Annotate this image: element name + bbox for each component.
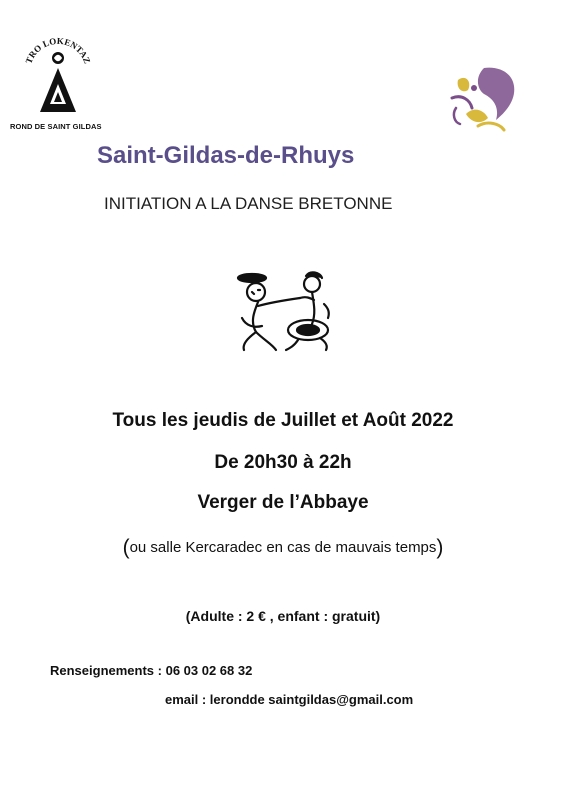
dancers-illustration-icon xyxy=(228,268,336,354)
association-logo-icon xyxy=(18,30,98,120)
schedule-time: De 20h30 à 22h xyxy=(214,452,352,473)
venue-alternative xyxy=(0,536,566,560)
schedule-days: Tous les jeudis de Juillet et Août 2022 xyxy=(112,410,454,431)
town-title: Saint-Gildas-de-Rhuys xyxy=(97,142,355,169)
logo-arc-text: TRO LOKENTAZ xyxy=(23,35,93,65)
event-subtitle: INITIATION A LA DANSE BRETONNE xyxy=(104,194,393,213)
close-paren: ) xyxy=(436,536,444,559)
club-name: ROND DE SAINT GILDAS xyxy=(10,122,102,131)
venue-alternative-text: ou salle Kercaradec en cas de mauvais temps xyxy=(129,539,437,556)
svg-text:TRO LOKENTAZ xyxy=(24,36,93,65)
open-paren: ( xyxy=(122,536,130,559)
contact-phone: Renseignements : 06 03 02 68 32 xyxy=(50,663,253,678)
decorative-flourish-icon xyxy=(448,64,520,134)
pricing: (Adulte : 2 € , enfant : gratuit) xyxy=(185,608,381,624)
contact-email: email : lerondde saintgildas@gmail.com xyxy=(165,692,414,707)
venue: Verger de l’Abbaye xyxy=(197,492,369,513)
